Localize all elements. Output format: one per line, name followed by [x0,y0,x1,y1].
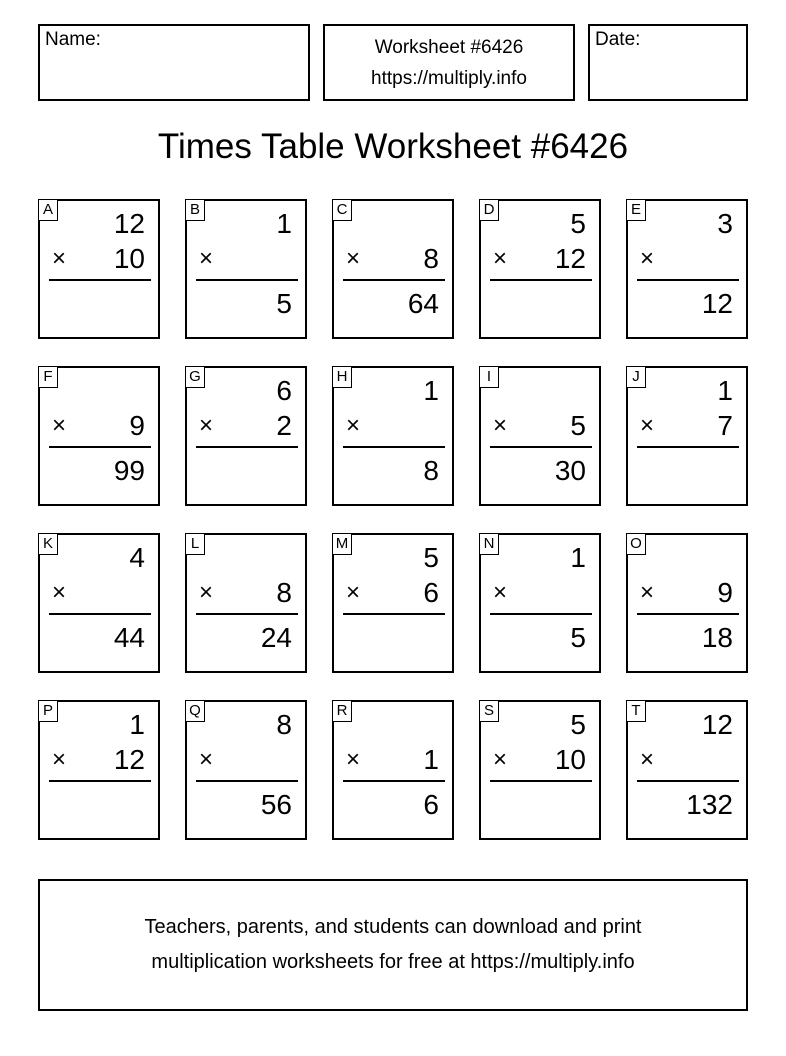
product: 99 [113,455,145,486]
multiplicand: 1 [423,375,439,406]
times-sign: × [640,412,655,439]
answer-line [49,279,151,281]
problem-letter: C [332,199,352,221]
times-sign: × [346,579,361,606]
worksheet-number: Worksheet #6426 [374,37,524,58]
multiplier: 6 [423,577,439,608]
problem-letter: Q [185,700,205,722]
multiplicand: 5 [423,542,439,573]
problem-letter: I [479,366,499,388]
times-sign: × [493,412,508,439]
problem-q [185,700,307,840]
answer-line [196,446,298,448]
times-sign: × [199,245,214,272]
multiplier: 12 [113,744,145,775]
times-sign: × [640,579,655,606]
problem-letter: H [332,366,352,388]
multiplicand: 12 [701,709,733,740]
multiplier: 10 [554,744,586,775]
answer-line [49,613,151,615]
footer-line-2: multiplication worksheets for free at https://multiply.info [151,951,635,973]
problem-letter: D [479,199,499,221]
times-sign: × [346,245,361,272]
problem-h [332,366,454,506]
problem-letter: O [626,533,646,555]
footer-box [38,879,748,1011]
times-sign: × [493,746,508,773]
problem-c [332,199,454,339]
problem-g [185,366,307,506]
problem-letter: A [38,199,58,221]
date-label: Date: [595,29,641,50]
multiplier: 12 [554,243,586,274]
problem-letter: P [38,700,58,722]
times-sign: × [52,579,67,606]
times-sign: × [199,412,214,439]
multiplier: 2 [276,410,292,441]
product: 132 [686,789,733,820]
times-sign: × [640,746,655,773]
multiplicand: 8 [276,709,292,740]
problem-letter: R [332,700,352,722]
product: 24 [260,622,292,653]
problem-r [332,700,454,840]
multiplicand: 6 [276,375,292,406]
problem-letter: M [332,533,352,555]
multiplicand: 5 [570,208,586,239]
times-sign: × [52,245,67,272]
times-sign: × [52,412,67,439]
multiplier: 9 [129,410,145,441]
page-title: Times Table Worksheet #6426 [157,127,629,166]
answer-line [343,446,445,448]
product: 6 [423,789,439,820]
product: 18 [701,622,733,653]
multiplier: 1 [423,744,439,775]
multiplier: 8 [276,577,292,608]
problem-letter: E [626,199,646,221]
answer-line [343,780,445,782]
product: 30 [554,455,586,486]
problem-letter: L [185,533,205,555]
problem-j [626,366,748,506]
answer-line [490,279,592,281]
answer-line [637,446,739,448]
answer-line [196,613,298,615]
answer-line [343,613,445,615]
multiplicand: 1 [570,542,586,573]
multiplicand: 1 [717,375,733,406]
problem-m [332,533,454,673]
date-box[interactable] [588,24,748,101]
problem-letter: S [479,700,499,722]
multiplicand: 1 [276,208,292,239]
problem-d [479,199,601,339]
problem-letter: F [38,366,58,388]
answer-line [49,780,151,782]
multiplicand: 12 [113,208,145,239]
answer-line [490,613,592,615]
answer-line [196,780,298,782]
problem-letter: B [185,199,205,221]
product: 5 [276,288,292,319]
times-sign: × [346,412,361,439]
problem-f [38,366,160,506]
answer-line [637,613,739,615]
problem-o [626,533,748,673]
answer-line [196,279,298,281]
footer-line-1: Teachers, parents, and students can download and print [144,916,642,938]
times-sign: × [199,579,214,606]
problem-i [479,366,601,506]
answer-line [343,279,445,281]
product: 12 [701,288,733,319]
answer-line [49,446,151,448]
problem-e [626,199,748,339]
answer-line [490,780,592,782]
multiplier: 10 [113,243,145,274]
times-sign: × [640,245,655,272]
problem-l [185,533,307,673]
times-sign: × [199,746,214,773]
problem-letter: N [479,533,499,555]
product: 5 [570,622,586,653]
problem-k [38,533,160,673]
multiplicand: 5 [570,709,586,740]
name-label: Name: [45,29,101,50]
product: 64 [407,288,439,319]
multiplicand: 4 [129,542,145,573]
multiplier: 5 [570,410,586,441]
answer-line [637,780,739,782]
multiplier: 8 [423,243,439,274]
product: 44 [113,622,145,653]
problem-n [479,533,601,673]
multiplicand: 3 [717,208,733,239]
multiplier: 9 [717,577,733,608]
worksheet-info-box [323,24,575,101]
problem-p [38,700,160,840]
site-url: https://multiply.info [371,68,527,89]
problem-letter: J [626,366,646,388]
times-sign: × [493,245,508,272]
answer-line [637,279,739,281]
problem-letter: G [185,366,205,388]
problem-b [185,199,307,339]
times-sign: × [493,579,508,606]
problem-a [38,199,160,339]
product: 8 [423,455,439,486]
problem-letter: T [626,700,646,722]
problem-t [626,700,748,840]
name-box[interactable] [38,24,310,101]
times-sign: × [52,746,67,773]
problem-letter: K [38,533,58,555]
answer-line [490,446,592,448]
problem-s [479,700,601,840]
product: 56 [260,789,292,820]
multiplier: 7 [717,410,733,441]
times-sign: × [346,746,361,773]
multiplicand: 1 [129,709,145,740]
